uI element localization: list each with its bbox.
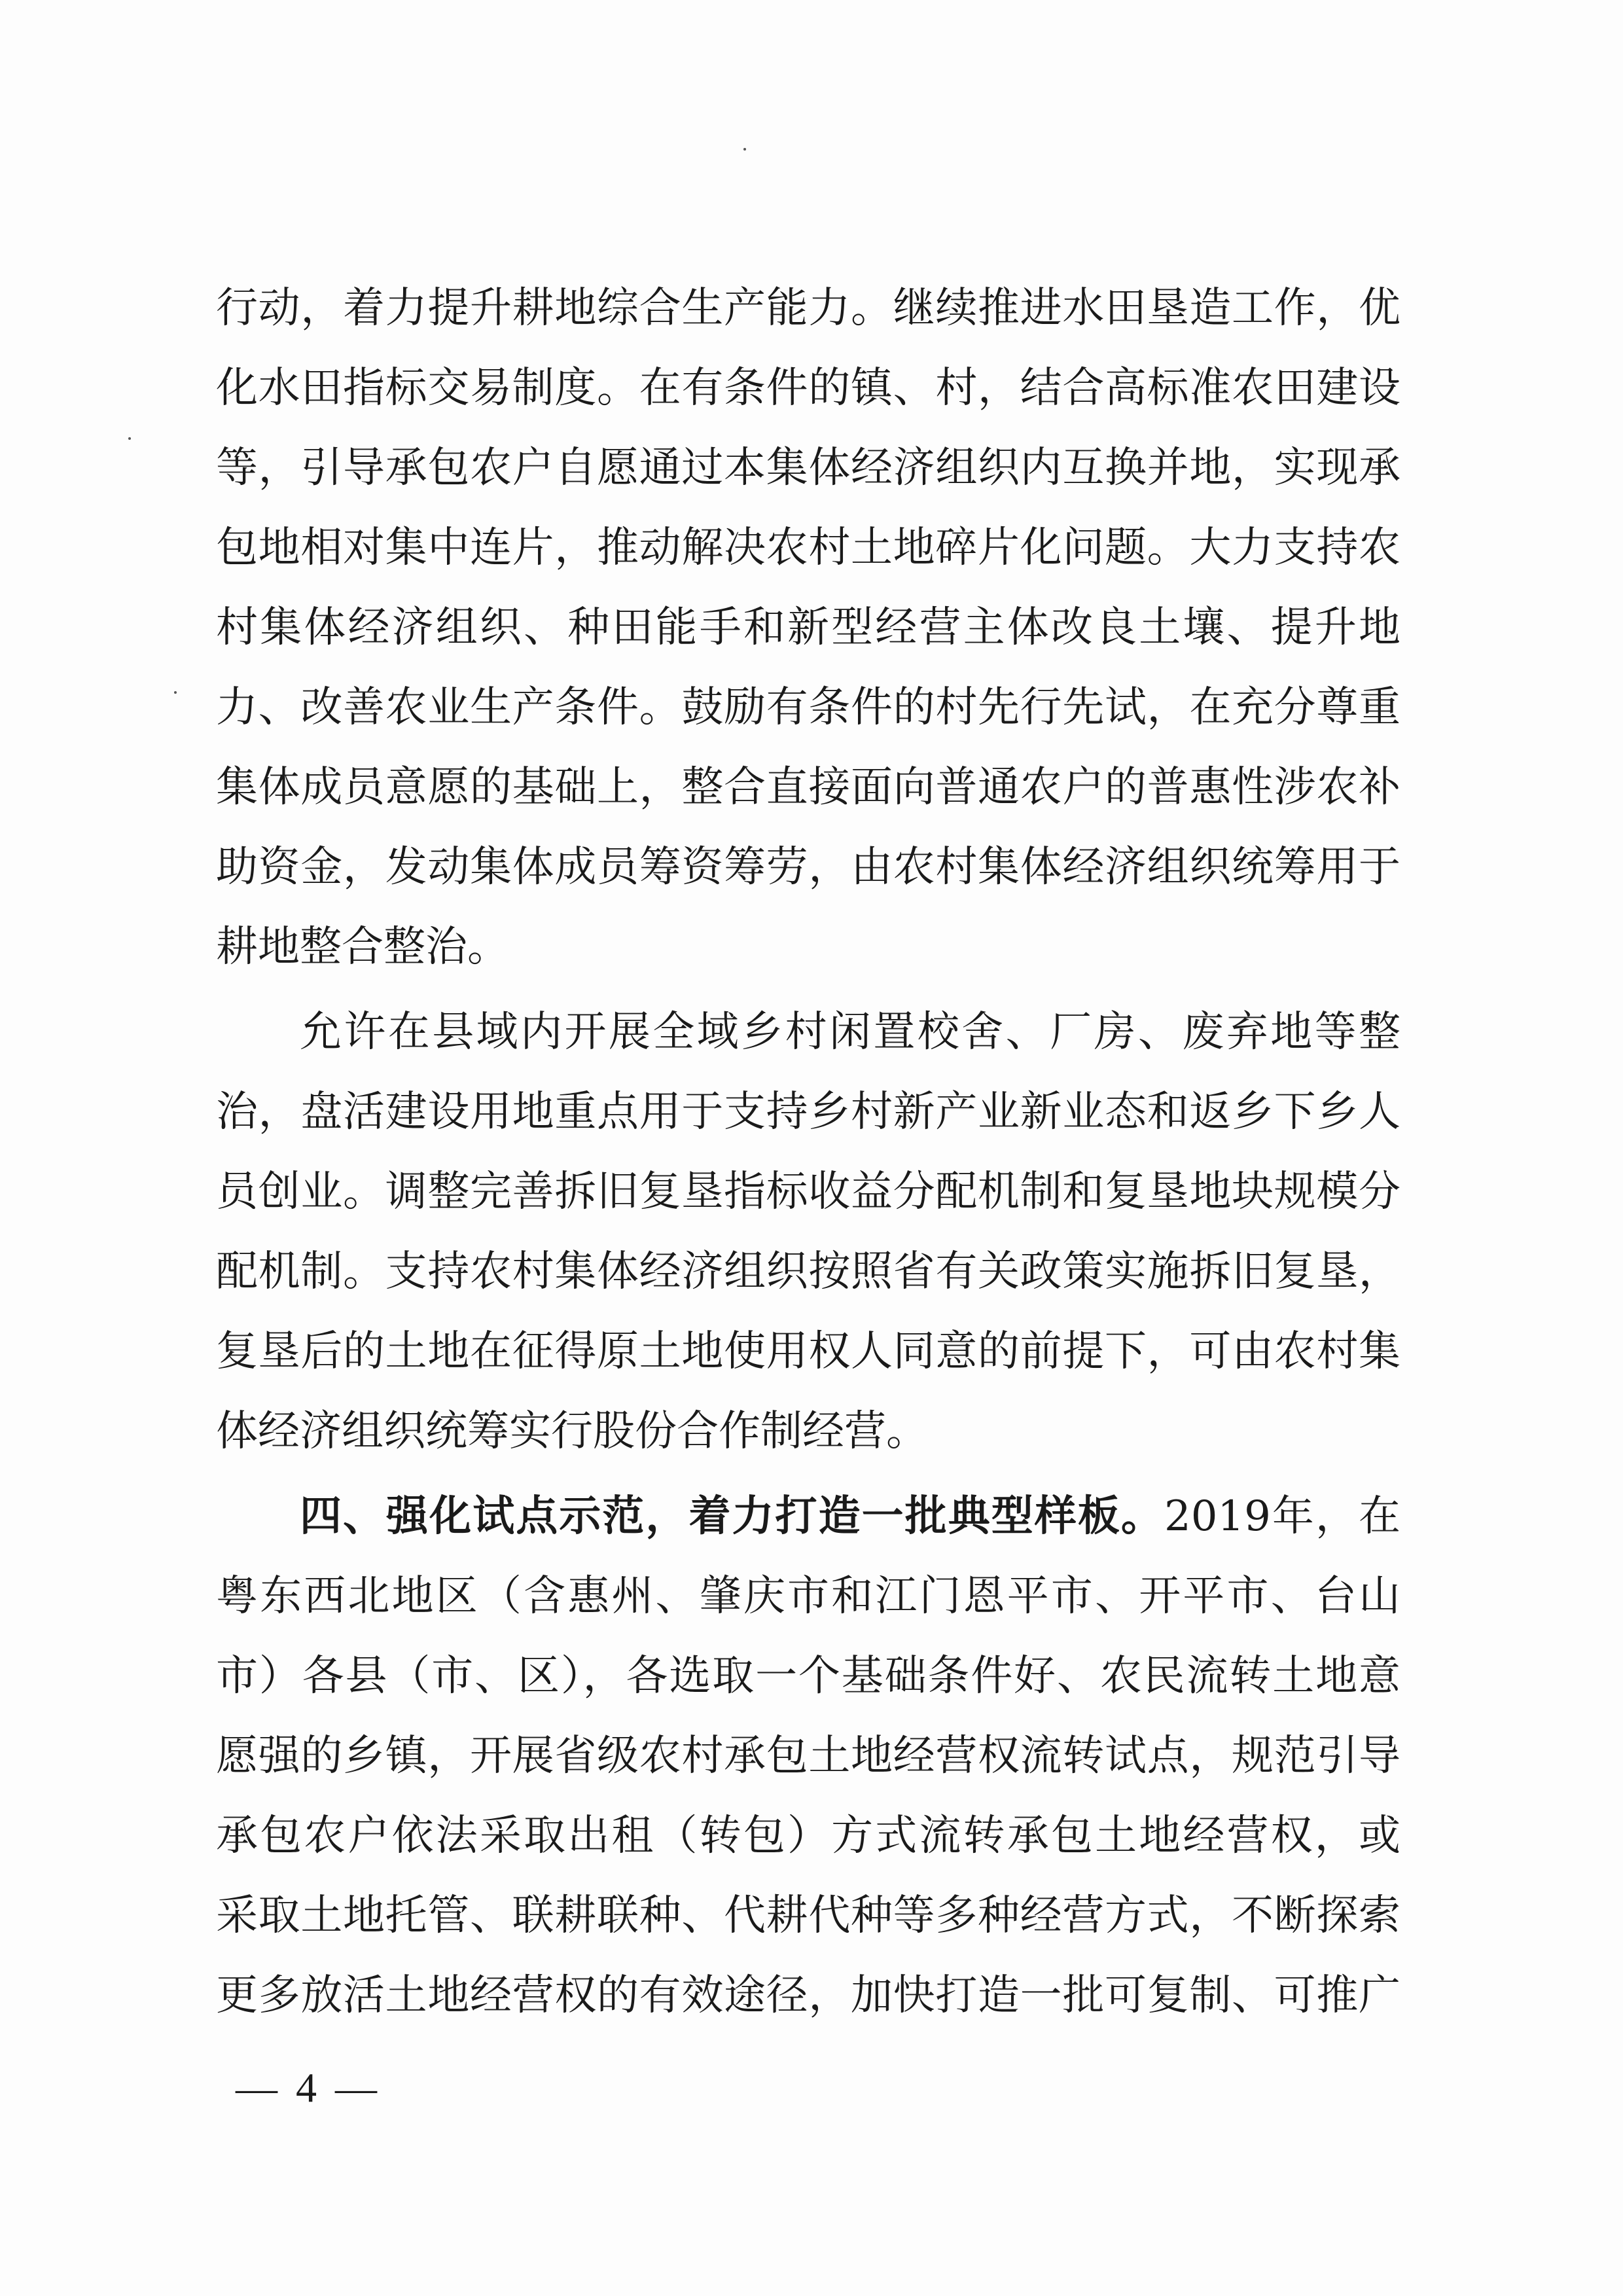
- text-line: 等，引导承包农户自愿通过本集体经济组织内互换并地，实现承: [216, 444, 1400, 492]
- text-line: 耕地整合整治。: [216, 923, 509, 971]
- text-line: 粤东西北地区（含惠州、肇庆市和江门恩平市、开平市、台山: [216, 1572, 1400, 1621]
- document-body: [216, 268, 1400, 2036]
- text-line: 包地相对集中连片，推动解决农村土地碎片化问题。大力支持农: [216, 524, 1400, 572]
- text-line: 市）各县（市、区），各选取一个基础条件好、农民流转土地意: [216, 1652, 1400, 1700]
- text-line: 村集体经济组织、种田能手和新型经营主体改良土壤、提升地: [216, 603, 1400, 652]
- paragraph: [216, 992, 1400, 1471]
- text-line: 员创业。调整完善拆旧复垦指标收益分配机制和复垦地块规模分: [216, 1168, 1400, 1216]
- text-line: 愿强的乡镇，开展省级农村承包土地经营权流转试点，规范引导: [216, 1732, 1400, 1780]
- paragraph: [216, 1477, 1400, 2036]
- text-line: 集体成员意愿的基础上，整合直接面向普通农户的普惠性涉农补: [216, 763, 1400, 812]
- text-line: 行动，着力提升耕地综合生产能力。继续推进水田垦造工作，优: [216, 284, 1400, 332]
- paragraph: [216, 268, 1400, 987]
- scan-speck: [174, 691, 177, 694]
- text-line: 力、改善农业生产条件。鼓励有条件的村先行先试，在充分尊重: [216, 683, 1400, 732]
- scan-speck: [128, 437, 131, 440]
- text-line: 配机制。支持农村集体经济组织按照省有关政策实施拆旧复垦，: [216, 1247, 1400, 1296]
- text-line: 承包农户依法采取出租（转包）方式流转承包土地经营权，或: [216, 1812, 1400, 1860]
- text-line: 采取土地托管、联耕联种、代耕代种等多种经营方式，不断探索: [216, 1892, 1400, 1940]
- text-line: 更多放活土地经营权的有效途径，加快打造一批可复制、可推广: [216, 1971, 1400, 2020]
- scan-speck: [743, 148, 746, 151]
- text-line: 化水田指标交易制度。在有条件的镇、村，结合高标准农田建设: [216, 364, 1400, 412]
- text-line: 治，盘活建设用地重点用于支持乡村新产业新业态和返乡下乡人: [216, 1088, 1400, 1136]
- page-number: — 4 —: [236, 2064, 381, 2111]
- text-line: 助资金，发动集体成员筹资筹劳，由农村集体经济组织统筹用于: [216, 843, 1400, 891]
- section-heading: 四、强化试点示范，着力打造一批典型样板。: [300, 1492, 1164, 1541]
- text-line: 体经济组织统筹实行股份合作制经营。: [216, 1407, 928, 1456]
- text-line: 复垦后的土地在征得原土地使用权人同意的前提下，可由农村集: [216, 1327, 1400, 1376]
- text-line: [216, 1477, 1400, 1556]
- text-line: 允许在县域内开展全域乡村闲置校舍、厂房、废弃地等整: [300, 1008, 1400, 1056]
- heading-line-rest: 2019年，在: [1164, 1492, 1400, 1541]
